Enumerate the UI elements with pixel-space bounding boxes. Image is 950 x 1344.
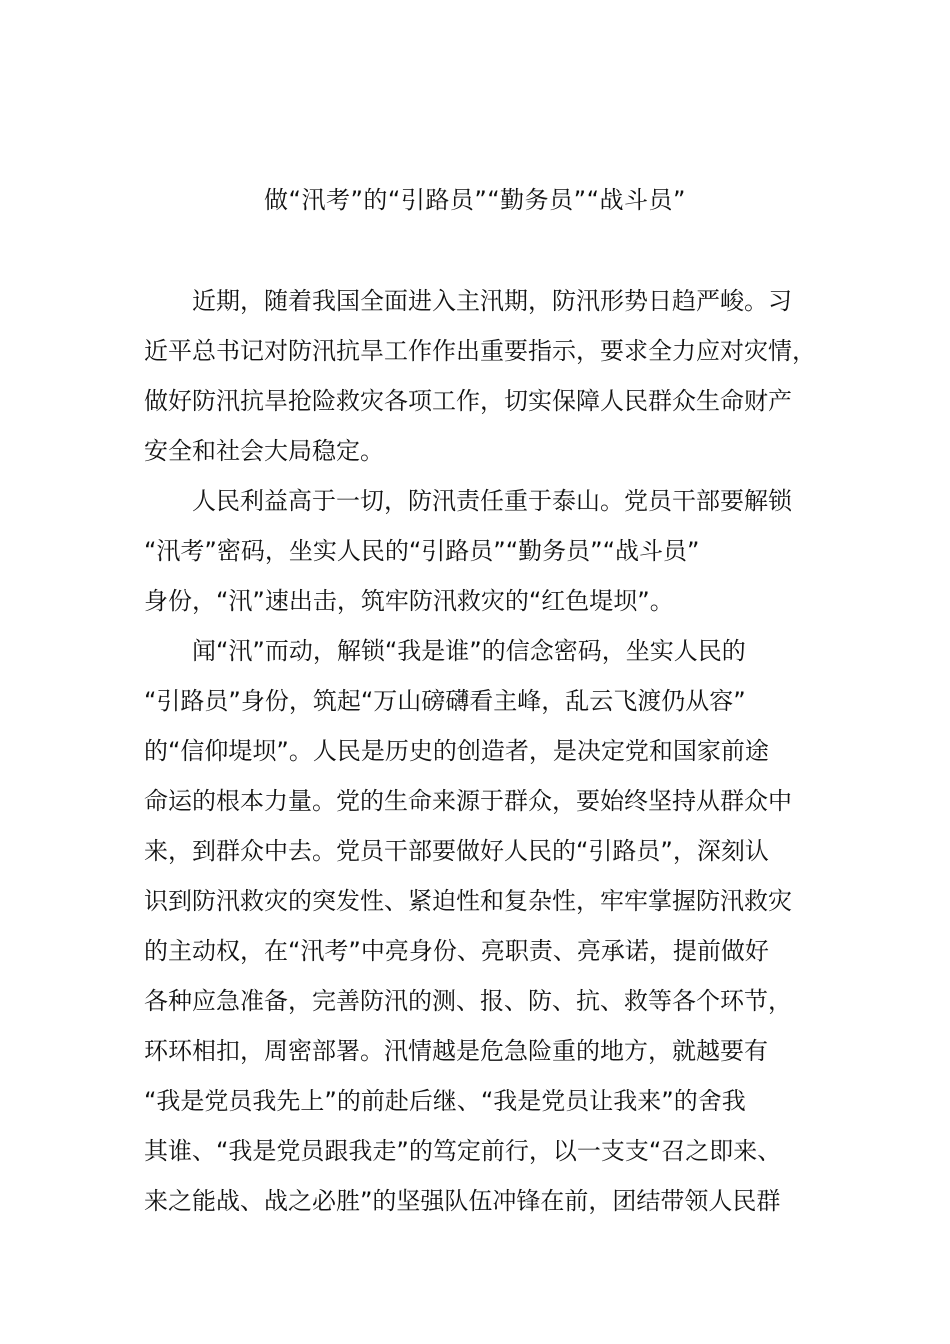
paragraph-line: 环环相扣，周密部署。汛情越是危急险重的地方，就越要有	[144, 1037, 768, 1065]
paragraph-line: “汛考”密码，坐实人民的“引路员”“勤务员”“战斗员”	[144, 537, 700, 565]
paragraph-line: 命运的根本力量。党的生命来源于群众，要始终坚持从群众中	[144, 787, 792, 815]
paragraph-line: 安全和社会大局稳定。	[144, 437, 384, 465]
paragraph-line: 闻“汛”而动，解锁“我是谁”的信念密码，坐实人民的	[192, 637, 746, 665]
paragraph-line: 来，到群众中去。党员干部要做好人民的“引路员”，深刻认	[144, 837, 769, 865]
paragraph-line: 近平总书记对防汛抗旱工作作出重要指示，要求全力应对灾情，	[144, 337, 816, 365]
paragraph-line: 各种应急准备，完善防汛的测、报、防、抗、救等各个环节，	[144, 987, 792, 1015]
paragraph-line: 近期，随着我国全面进入主汛期，防汛形势日趋严峻。习	[192, 287, 792, 315]
document-body	[144, 276, 824, 1226]
paragraph-line: 的“信仰堤坝”。人民是历史的创造者，是决定党和国家前途	[144, 737, 769, 765]
paragraph-line: 识到防汛救灾的突发性、紧迫性和复杂性，牢牢掌握防汛救灾	[144, 887, 792, 915]
paragraph-line: 做好防汛抗旱抢险救灾各项工作，切实保障人民群众生命财产	[144, 387, 792, 415]
document-title: 做“汛考”的“引路员”“勤务员”“战斗员”	[264, 186, 686, 214]
paragraph-line: “引路员”身份，筑起“万山磅礴看主峰，乱云飞渡仍从容”	[144, 687, 746, 715]
paragraph-line: “我是党员我先上”的前赴后继、“我是党员让我来”的舍我	[144, 1087, 746, 1115]
paragraph-line: 的主动权，在“汛考”中亮身份、亮职责、亮承诺，提前做好	[144, 937, 769, 965]
paragraph-line: 来之能战、战之必胜”的坚强队伍冲锋在前，团结带领人民群	[144, 1187, 781, 1215]
paragraph-line: 人民利益高于一切，防汛责任重于泰山。党员干部要解锁	[192, 487, 792, 515]
paragraph-line: 其谁、“我是党员跟我走”的笃定前行，以一支支“召之即来、	[144, 1137, 782, 1165]
paragraph-line: 身份，“汛”速出击，筑牢防汛救灾的“红色堤坝”。	[144, 587, 674, 615]
